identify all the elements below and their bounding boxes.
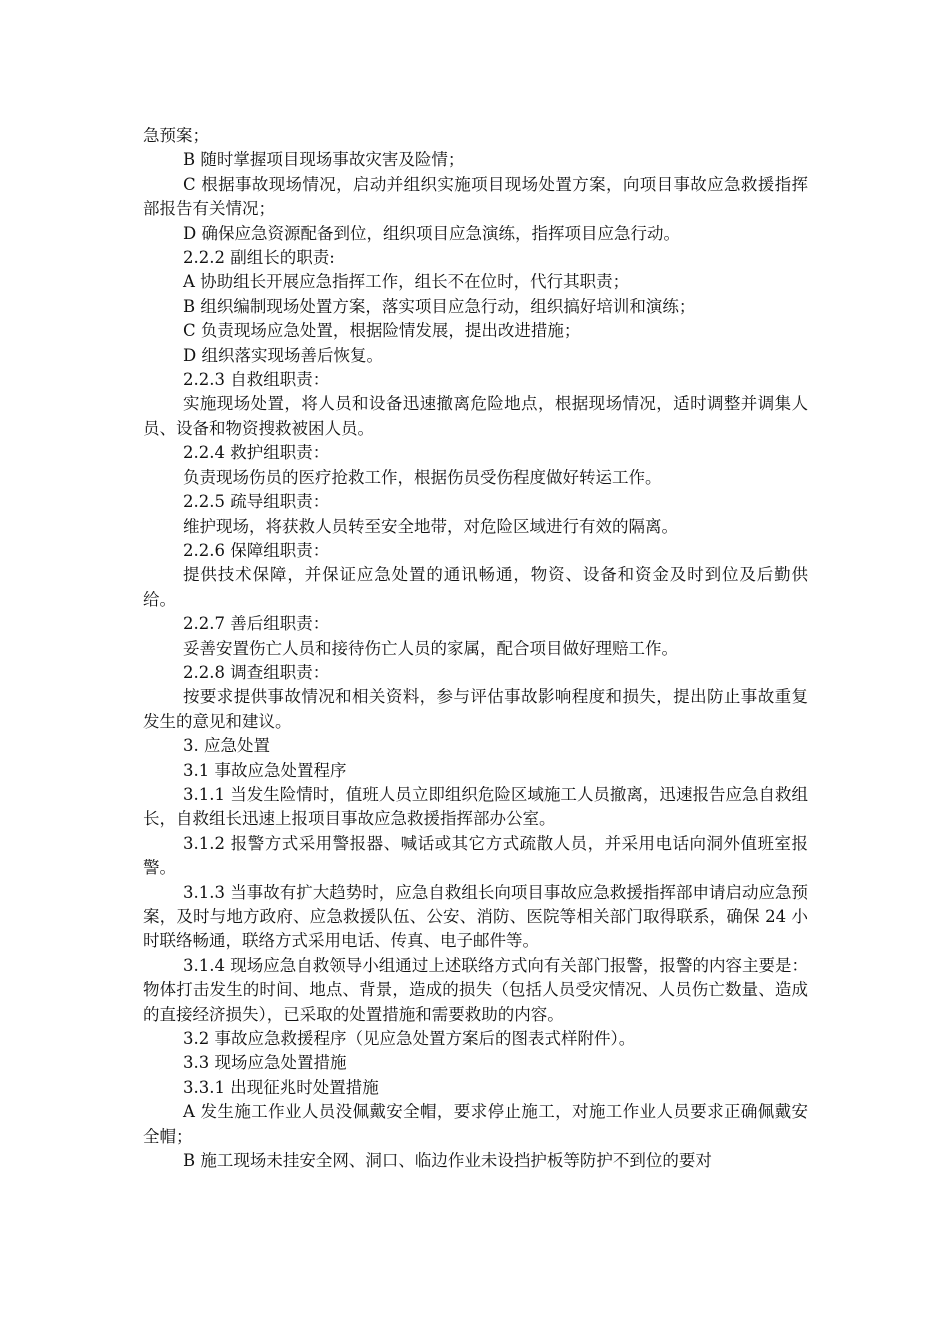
paragraph: 3.2 事故应急救援程序（见应急处置方案后的图表式样附件）。 [183,1029,636,1049]
paragraph: 实施现场处置，将人员和设备迅速撤离危险地点，根据现场情况，适时调整并调集人员、设备和物资搜救被困人员。 [143,394,808,438]
paragraph: B 施工现场未挂安全网、洞口、临边作业未设挡护板等防护不到位的要对 [183,1151,712,1171]
paragraph: 3.1.1 当发生险情时，值班人员立即组织危险区域施工人员撤离，迅速报告应急自救组长，自救组长迅速上报项目事故应急救援指挥部办公室。 [143,784,808,829]
paragraph: 3.3 现场应急处置措施 [183,1053,347,1073]
paragraph: 2.2.2 副组长的职责: [183,248,335,268]
paragraph: A 协助组长开展应急指挥工作，组长不在位时，代行其职责； [183,272,630,292]
paragraph: 2.2.7 善后组职责： [183,614,330,634]
paragraph: 3.3.1 出现征兆时处置措施 [183,1077,379,1097]
document-page [143,124,808,1173]
paragraph: C 根据事故现场情况，启动并组织实施项目现场处置方案，向项目事故应急救援指挥部报告有关情况； [143,174,808,219]
paragraph: 2.2.4 救护组职责： [183,443,330,463]
paragraph: 2.2.3 自救组职责： [183,370,330,390]
paragraph: 妥善安置伤亡人员和接待伤亡人员的家属，配合项目做好理赔工作。 [183,638,678,658]
paragraph: D 确保应急资源配备到位，组织项目应急演练，指挥项目应急行动。 [183,223,680,243]
paragraph: 2.2.8 调查组职责： [183,662,330,682]
paragraph: C 负责现场应急处置，根据险情发展，提出改进措施； [183,321,581,341]
paragraph: 3.1.2 报警方式采用警报器、喊话或其它方式疏散人员，并采用电话向洞外值班室报警。 [143,833,808,878]
paragraph: 3.1.3 当事故有扩大趋势时，应急自救组长向项目事故应急救援指挥部申请启动应急预案，及时与地方政府、应急救援队伍、公安、消防、医院等相关部门取得联系，确保 24 小时联络畅通，联络方式采用电话、传真、电子邮件等。 [143,882,808,951]
paragraph: B 组织编制现场处置方案，落实项目应急行动，组织搞好培训和演练； [183,296,696,316]
paragraph: A 发生施工作业人员没佩戴安全帽，要求停止施工，对施工作业人员要求正确佩戴安全帽； [143,1102,808,1146]
paragraph: 维护现场，将获救人员转至安全地带，对危险区域进行有效的隔离。 [183,516,678,536]
paragraph: 提供技术保障，并保证应急处置的通讯畅通，物资、设备和资金及时到位及后勤供给。 [143,565,808,609]
paragraph: 3.1.4 现场应急自救领导小组通过上述联络方式向有关部门报警，报警的内容主要是：物体打击发生的时间、地点、背景，造成的损失（包括人员受灾情况、人员伤亡数量、造成的直接经济损失），已采取的处置措施和需要救助的内容。 [143,955,808,1024]
paragraph: 按要求提供事故情况和相关资料，参与评估事故影响程度和损失，提出防止事故重复发生的意见和建议。 [143,687,808,731]
paragraph: 2.2.6 保障组职责： [183,540,330,560]
paragraph: 2.2.5 疏导组职责： [183,492,330,512]
paragraph: 3.1 事故应急处置程序 [183,760,347,780]
paragraph: 负责现场伤员的医疗抢救工作，根据伤员受伤程度做好转运工作。 [183,467,662,487]
paragraph: D 组织落实现场善后恢复。 [183,345,383,365]
paragraph: B 随时掌握项目现场事故灾害及险情； [183,150,465,170]
paragraph: 3. 应急处置 [183,736,270,756]
paragraph: 急预案； [143,126,209,145]
